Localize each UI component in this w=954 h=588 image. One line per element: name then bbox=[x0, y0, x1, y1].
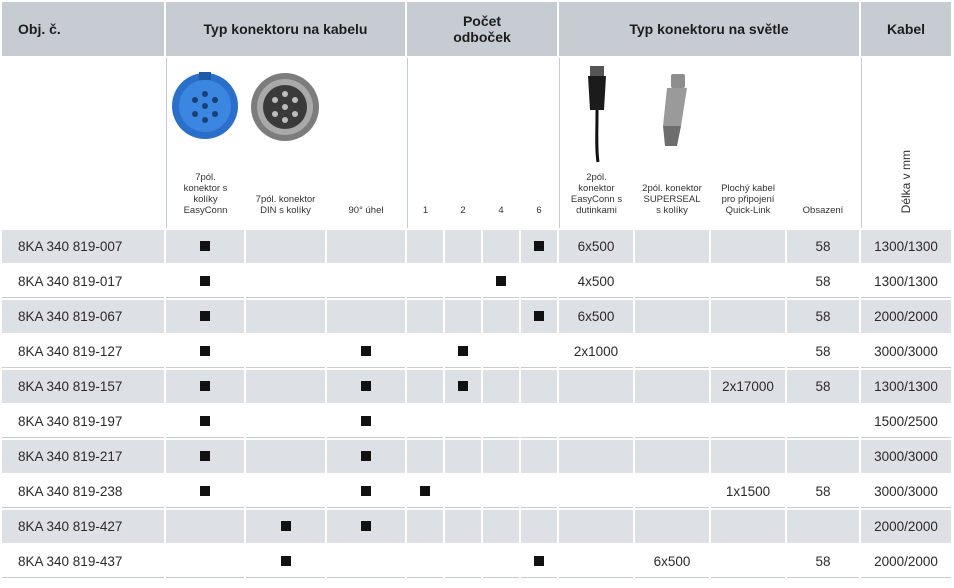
cell-c1 bbox=[166, 230, 244, 263]
subheader-l1 bbox=[559, 58, 633, 228]
cell-b4 bbox=[483, 230, 519, 263]
table-row bbox=[2, 335, 951, 368]
cell-b1 bbox=[407, 335, 443, 368]
square-marker-icon bbox=[534, 241, 544, 251]
square-marker-icon bbox=[200, 416, 210, 426]
cell-l3 bbox=[711, 405, 785, 438]
cell-occ bbox=[787, 405, 859, 438]
square-marker-icon bbox=[458, 346, 468, 356]
cell-b6 bbox=[521, 545, 557, 578]
cell-len: 1300/1300 bbox=[861, 230, 951, 263]
cell-occ bbox=[787, 510, 859, 543]
subheader-row bbox=[2, 58, 951, 228]
grey-din-connector-icon bbox=[248, 70, 322, 144]
cell-c1 bbox=[166, 545, 244, 578]
cell-occ: 58 bbox=[787, 370, 859, 403]
table-row bbox=[2, 510, 951, 543]
cell-l2 bbox=[635, 510, 709, 543]
subheader-length-label: Délka v mm bbox=[899, 149, 913, 213]
cell-b4 bbox=[483, 510, 519, 543]
cell-obj: 8KA 340 819-437 bbox=[2, 545, 164, 578]
cell-occ: 58 bbox=[787, 335, 859, 368]
grey-superseal-plug-icon bbox=[651, 72, 695, 152]
cell-c1 bbox=[166, 370, 244, 403]
cell-obj: 8KA 340 819-238 bbox=[2, 475, 164, 508]
header-obj: Obj. č. bbox=[2, 2, 164, 56]
cell-b4 bbox=[483, 475, 519, 508]
cell-c1 bbox=[166, 440, 244, 473]
subheader-c1-label: 7pól. konektor s kolíky EasyConn bbox=[183, 172, 228, 216]
black-easyconn-plug-icon bbox=[578, 64, 618, 164]
table-row bbox=[2, 545, 951, 578]
cell-l1: 4x500 bbox=[559, 265, 633, 298]
cell-l1 bbox=[559, 475, 633, 508]
cell-len: 1300/1300 bbox=[861, 265, 951, 298]
cell-b1 bbox=[407, 440, 443, 473]
cell-c1 bbox=[166, 405, 244, 438]
cell-b6 bbox=[521, 335, 557, 368]
square-marker-icon bbox=[361, 416, 371, 426]
square-marker-icon bbox=[200, 311, 210, 321]
cell-c2 bbox=[246, 545, 325, 578]
cell-c3 bbox=[327, 475, 405, 508]
cell-obj: 8KA 340 819-157 bbox=[2, 370, 164, 403]
header-row bbox=[2, 2, 951, 56]
cell-l2 bbox=[635, 475, 709, 508]
cell-b6 bbox=[521, 440, 557, 473]
cell-c2 bbox=[246, 405, 325, 438]
square-marker-icon bbox=[420, 486, 430, 496]
cell-l3: 1x1500 bbox=[711, 475, 785, 508]
cell-len: 2000/2000 bbox=[861, 545, 951, 578]
cell-b6 bbox=[521, 510, 557, 543]
cell-c1 bbox=[166, 510, 244, 543]
header-light-connector: Typ konektoru na světle bbox=[559, 2, 859, 56]
cell-c3 bbox=[327, 440, 405, 473]
cell-b1 bbox=[407, 405, 443, 438]
cell-occ: 58 bbox=[787, 300, 859, 333]
cell-b1 bbox=[407, 300, 443, 333]
cell-occ: 58 bbox=[787, 230, 859, 263]
subheader-b6: 6 bbox=[521, 58, 557, 228]
cell-b4 bbox=[483, 300, 519, 333]
cell-b1 bbox=[407, 230, 443, 263]
cell-c3 bbox=[327, 300, 405, 333]
subheader-b2: 2 bbox=[445, 58, 481, 228]
cell-obj: 8KA 340 819-217 bbox=[2, 440, 164, 473]
header-cable-connector: Typ konektoru na kabelu bbox=[166, 2, 405, 56]
cell-c2 bbox=[246, 510, 325, 543]
table-row bbox=[2, 405, 951, 438]
cell-c2 bbox=[246, 440, 325, 473]
cell-c2 bbox=[246, 370, 325, 403]
cell-b1 bbox=[407, 265, 443, 298]
square-marker-icon bbox=[200, 241, 210, 251]
cell-c1 bbox=[166, 300, 244, 333]
cell-len: 3000/3000 bbox=[861, 475, 951, 508]
cell-len: 2000/2000 bbox=[861, 510, 951, 543]
cell-b2 bbox=[445, 545, 481, 578]
cell-occ: 58 bbox=[787, 475, 859, 508]
square-marker-icon bbox=[200, 346, 210, 356]
subheader-l3-label: Plochý kabel pro připojení Quick-Link bbox=[721, 183, 775, 216]
cell-len: 1300/1300 bbox=[861, 370, 951, 403]
square-marker-icon bbox=[458, 381, 468, 391]
subheader-l4: Obsazení bbox=[787, 58, 859, 228]
cell-obj: 8KA 340 819-017 bbox=[2, 265, 164, 298]
cell-len: 1500/2500 bbox=[861, 405, 951, 438]
cell-b1 bbox=[407, 370, 443, 403]
cell-c2 bbox=[246, 335, 325, 368]
cell-b4 bbox=[483, 335, 519, 368]
table-body bbox=[2, 230, 951, 578]
cell-l3 bbox=[711, 510, 785, 543]
cell-b2 bbox=[445, 475, 481, 508]
cell-b1 bbox=[407, 510, 443, 543]
cell-c2 bbox=[246, 475, 325, 508]
cell-c3 bbox=[327, 230, 405, 263]
cell-c3 bbox=[327, 405, 405, 438]
cell-l1: 2x1000 bbox=[559, 335, 633, 368]
header-cable: Kabel bbox=[861, 2, 951, 56]
cell-b2 bbox=[445, 265, 481, 298]
cell-len: 3000/3000 bbox=[861, 440, 951, 473]
cell-b2 bbox=[445, 230, 481, 263]
square-marker-icon bbox=[534, 311, 544, 321]
cell-b2 bbox=[445, 405, 481, 438]
square-marker-icon bbox=[200, 451, 210, 461]
cell-l2 bbox=[635, 440, 709, 473]
cell-l2 bbox=[635, 370, 709, 403]
cell-l2: 6x500 bbox=[635, 545, 709, 578]
cell-l1: 6x500 bbox=[559, 300, 633, 333]
subheader-c1 bbox=[166, 58, 244, 228]
cell-l3 bbox=[711, 335, 785, 368]
subheader-b4: 4 bbox=[483, 58, 519, 228]
table-row bbox=[2, 300, 951, 333]
cell-b2 bbox=[445, 335, 481, 368]
cell-b1 bbox=[407, 475, 443, 508]
cell-b6 bbox=[521, 265, 557, 298]
subheader-length bbox=[861, 58, 951, 228]
table-row bbox=[2, 440, 951, 473]
cell-obj: 8KA 340 819-127 bbox=[2, 335, 164, 368]
cell-l1: 6x500 bbox=[559, 230, 633, 263]
table-row bbox=[2, 475, 951, 508]
square-marker-icon bbox=[281, 521, 291, 531]
subheader-l2 bbox=[635, 58, 709, 228]
subheader-l2-label: 2pól. konektor SUPERSEAL s kolíky bbox=[642, 183, 702, 216]
subheader-l1-label: 2pól. konektor EasyConn s dutinkami bbox=[570, 172, 623, 216]
cell-obj: 8KA 340 819-007 bbox=[2, 230, 164, 263]
square-marker-icon bbox=[200, 486, 210, 496]
header-branches-label: Počet odboček bbox=[453, 13, 511, 45]
square-marker-icon bbox=[361, 486, 371, 496]
cell-c3 bbox=[327, 335, 405, 368]
cell-l2 bbox=[635, 405, 709, 438]
cell-c1 bbox=[166, 475, 244, 508]
cell-len: 2000/2000 bbox=[861, 300, 951, 333]
cell-len: 3000/3000 bbox=[861, 335, 951, 368]
cell-c1 bbox=[166, 335, 244, 368]
header-branches bbox=[407, 2, 557, 56]
cell-l3: 2x17000 bbox=[711, 370, 785, 403]
subheader-b1: 1 bbox=[407, 58, 443, 228]
cell-l1 bbox=[559, 510, 633, 543]
cell-l3 bbox=[711, 440, 785, 473]
cell-b6 bbox=[521, 405, 557, 438]
square-marker-icon bbox=[361, 346, 371, 356]
square-marker-icon bbox=[361, 521, 371, 531]
cell-l1 bbox=[559, 405, 633, 438]
cell-occ bbox=[787, 440, 859, 473]
cell-c3 bbox=[327, 265, 405, 298]
cell-l3 bbox=[711, 265, 785, 298]
cell-obj: 8KA 340 819-197 bbox=[2, 405, 164, 438]
cell-b2 bbox=[445, 370, 481, 403]
cell-occ: 58 bbox=[787, 545, 859, 578]
square-marker-icon bbox=[534, 556, 544, 566]
square-marker-icon bbox=[496, 276, 506, 286]
subheader-c3: 90° úhel bbox=[327, 58, 405, 228]
cell-l1 bbox=[559, 370, 633, 403]
cell-b4 bbox=[483, 440, 519, 473]
cell-c2 bbox=[246, 265, 325, 298]
cell-c2 bbox=[246, 300, 325, 333]
square-marker-icon bbox=[361, 451, 371, 461]
cell-obj: 8KA 340 819-427 bbox=[2, 510, 164, 543]
blue-round-connector-icon bbox=[169, 70, 241, 142]
cell-l3 bbox=[711, 230, 785, 263]
cell-b2 bbox=[445, 440, 481, 473]
square-marker-icon bbox=[200, 381, 210, 391]
cell-l2 bbox=[635, 335, 709, 368]
cell-b2 bbox=[445, 510, 481, 543]
table-row bbox=[2, 230, 951, 263]
subheader-c2 bbox=[246, 58, 325, 228]
cell-b1 bbox=[407, 545, 443, 578]
square-marker-icon bbox=[200, 276, 210, 286]
cell-c2 bbox=[246, 230, 325, 263]
table-row bbox=[2, 265, 951, 298]
cell-obj: 8KA 340 819-067 bbox=[2, 300, 164, 333]
cell-l2 bbox=[635, 265, 709, 298]
cell-b6 bbox=[521, 230, 557, 263]
cell-l3 bbox=[711, 545, 785, 578]
square-marker-icon bbox=[281, 556, 291, 566]
cell-b6 bbox=[521, 475, 557, 508]
cell-b4 bbox=[483, 370, 519, 403]
cell-b6 bbox=[521, 370, 557, 403]
cell-c3 bbox=[327, 545, 405, 578]
square-marker-icon bbox=[361, 381, 371, 391]
cell-l1 bbox=[559, 440, 633, 473]
table-row bbox=[2, 370, 951, 403]
cell-b4 bbox=[483, 405, 519, 438]
cell-c3 bbox=[327, 370, 405, 403]
cell-l3 bbox=[711, 300, 785, 333]
cell-l2 bbox=[635, 300, 709, 333]
cell-b4 bbox=[483, 265, 519, 298]
cell-c3 bbox=[327, 510, 405, 543]
cell-l1 bbox=[559, 545, 633, 578]
cell-occ: 58 bbox=[787, 265, 859, 298]
cell-b2 bbox=[445, 300, 481, 333]
subheader-c2-label: 7pól. konektor DIN s kolíky bbox=[255, 194, 316, 216]
cell-b6 bbox=[521, 300, 557, 333]
cell-l2 bbox=[635, 230, 709, 263]
subheader-empty bbox=[2, 58, 164, 228]
cell-c1 bbox=[166, 265, 244, 298]
cell-b4 bbox=[483, 545, 519, 578]
subheader-l3 bbox=[711, 58, 785, 228]
